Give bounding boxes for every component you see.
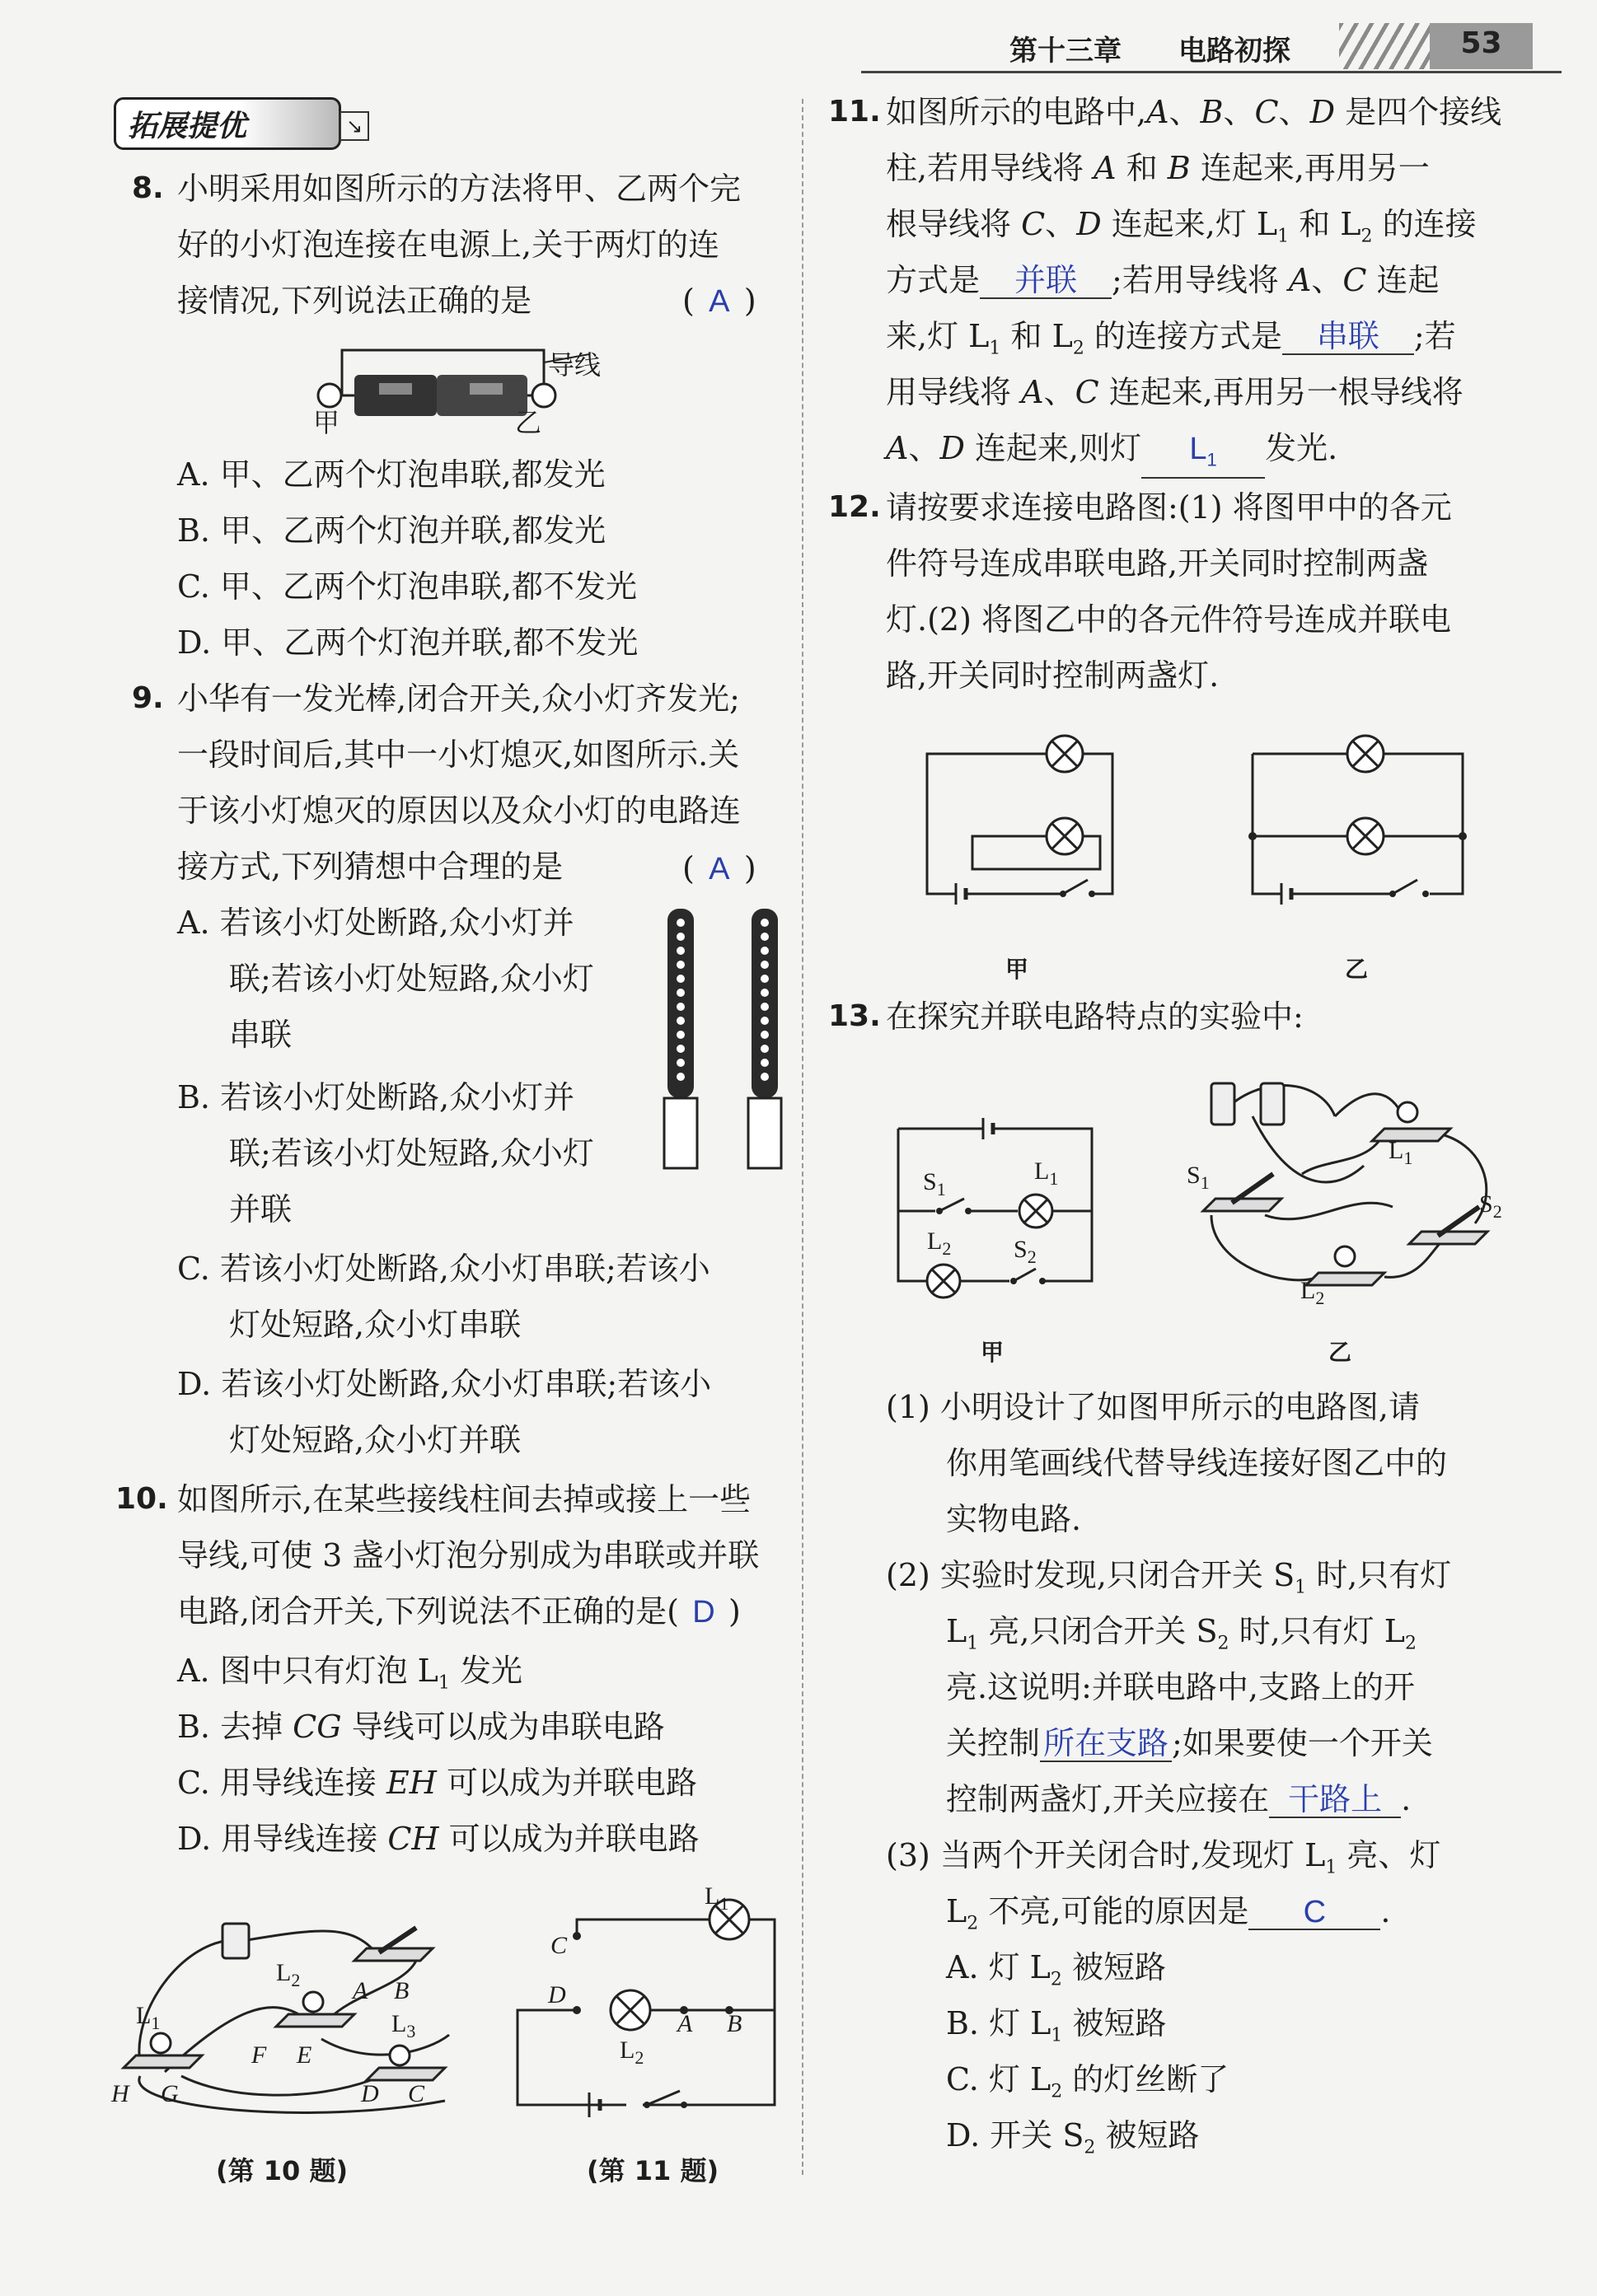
q13-fig-yi-L2: $L_2$ <box>1300 1277 1325 1308</box>
q13-answer-2a: 所在支路 <box>1040 1728 1172 1762</box>
q9-option-b-1: B. 若该小灯处断路,众小灯并 <box>177 1079 575 1115</box>
q10-option-d: D. 用导线连接 CH 可以成为并联电路 <box>177 1821 700 1857</box>
q13-part1-line-1: (1) 小明设计了如图甲所示的电路图,请 <box>886 1389 1420 1425</box>
q11-answer-3: $L_1$ <box>1141 433 1265 479</box>
q9-option-d-2: 灯处短路,众小灯并联 <box>229 1422 522 1458</box>
q9-answer-bracket: ( A ) <box>682 849 756 889</box>
q13-fig-yi-label: 乙 <box>1328 1339 1352 1366</box>
q10-option-c: C. 用导线连接 EH 可以成为并联电路 <box>177 1765 697 1801</box>
q13-part2-line-4: 关控制 所在支路 ;如果要使一个开关 <box>946 1725 1433 1761</box>
q13-part2-line-3: 亮.这说明:并联电路中,支路上的开 <box>946 1669 1415 1705</box>
q12-figure-yi <box>1248 733 1471 914</box>
q13-option-a: A. 灯 $L_2$ 被短路 <box>946 1949 1167 1990</box>
q11-fig-C: C <box>550 1932 568 1959</box>
glow-stick-lamp <box>761 961 769 969</box>
glow-stick-lamp <box>677 919 685 927</box>
q11-line-1: 如图所示的电路中,A、B、C、D 是四个接线 <box>886 94 1502 130</box>
q9-line-2: 一段时间后,其中一小灯熄灭,如图所示.关 <box>177 736 740 773</box>
column-divider <box>802 99 803 2175</box>
glow-stick-lamp <box>677 961 685 969</box>
q9-option-b-3: 并联 <box>229 1191 293 1227</box>
glow-stick-lamp <box>761 989 769 997</box>
q13-option-b: B. 灯 $L_1$ 被短路 <box>946 2005 1167 2046</box>
q11-answer-2: 串联 <box>1282 320 1414 355</box>
q13-part2-line-5: 控制两盏灯,开关应接在 干路上 . <box>946 1781 1412 1817</box>
q13-stem: 在探究并联电路特点的实验中: <box>886 998 1304 1035</box>
q11-fig-B: B <box>727 2010 742 2037</box>
q12-fig-jia-label: 甲 <box>1005 956 1029 983</box>
q13-fig-jia-L2: $L_2$ <box>927 1227 952 1259</box>
glow-stick-lamp <box>677 1045 685 1053</box>
chapter-label: 第十三章 <box>1009 35 1122 68</box>
q13-fig-yi-S2: $S_2$ <box>1479 1190 1502 1222</box>
q13-part3-line-1: (3) 当两个开关闭合时,发现灯 $L_1$ 亮、灯 <box>886 1837 1441 1878</box>
q8-answer-bracket: ( A ) <box>682 281 756 321</box>
q9-number: 9. <box>132 681 164 715</box>
header-stripes-decoration <box>1339 23 1430 69</box>
q8-option-c: C. 甲、乙两个灯泡串联,都不发光 <box>177 568 637 605</box>
q13-part2-line-1: (2) 实验时发现,只闭合开关 $S_1$ 时,只有灯 <box>886 1557 1452 1598</box>
q8-fig-yi-label: 乙 <box>515 407 542 438</box>
q13-answer-2b: 干路上 <box>1269 1784 1401 1818</box>
q9-option-a-2: 联;若该小灯处短路,众小灯 <box>229 961 594 997</box>
q11-caption: (第 11 题) <box>587 2155 719 2186</box>
glow-stick-lamp <box>677 989 685 997</box>
q10-fig-E: E <box>297 2041 312 2069</box>
q10-line-2: 导线,可使 3 盏小灯泡分别成为串联或并联 <box>177 1537 760 1574</box>
glow-stick-lamp <box>761 1031 769 1039</box>
q10-line-3-text: 电路,闭合开关,下列说法不正确的是 <box>177 1593 667 1630</box>
q11-line-5: 来,灯 $L_1$ 和 $L_2$ 的连接方式是 串联 ;若 <box>886 318 1456 359</box>
q11-line-2: 柱,若用导线将 A 和 B 连起来,再用另一 <box>886 150 1430 186</box>
q11-fig-L1: $L_1$ <box>705 1882 729 1914</box>
q13-part2-line-2: $L_1$ 亮,只闭合开关 $S_2$ 时,只有灯 $L_2$ <box>946 1613 1417 1654</box>
q9-option-c-2: 灯处短路,众小灯串联 <box>229 1307 522 1343</box>
section-tag <box>114 97 341 150</box>
q10-option-a: A. 图中只有灯泡 $L_1$ 发光 <box>177 1653 523 1694</box>
q13-fig-jia-L1: $L_1$ <box>1034 1157 1059 1189</box>
q12-fig-yi-label: 乙 <box>1345 956 1369 983</box>
q10-option-b: B. 去掉 CG 导线可以成为串联电路 <box>177 1709 665 1745</box>
q13-part3-line-2: $L_2$ 不亮,可能的原因是 C . <box>946 1893 1391 1934</box>
q12-line-2: 件符号连成串联电路,开关同时控制两盏 <box>886 545 1429 582</box>
q10-fig-A: A <box>353 1977 368 2004</box>
q10-fig-L2: $L_2$ <box>276 1959 301 1990</box>
q9-option-b-2: 联;若该小灯处短路,众小灯 <box>229 1135 594 1171</box>
q10-answer: D <box>692 1595 715 1630</box>
q8-fig-wire-label: 导线 <box>548 349 602 381</box>
q9-option-a-3: 串联 <box>229 1017 293 1053</box>
glow-stick-lamp <box>761 1059 769 1067</box>
glow-stick-lamp <box>761 933 769 941</box>
q11-answer-1: 并联 <box>980 264 1112 299</box>
glow-stick-lamp <box>761 947 769 955</box>
glow-stick-lamp <box>761 919 769 927</box>
q11-fig-L2: $L_2$ <box>620 2036 644 2068</box>
header-underline <box>861 71 1562 73</box>
q12-figure-jia <box>923 733 1137 914</box>
glow-stick-lamp <box>761 1045 769 1053</box>
q9-figure-glow-sticks <box>659 905 783 1176</box>
q10-number: 10. <box>115 1482 168 1516</box>
q10-fig-F: F <box>251 2041 267 2069</box>
q8-answer: A <box>709 284 730 319</box>
q10-fig-L3: $L_3$ <box>391 2010 416 2041</box>
q13-part1-line-2: 你用笔画线代替导线连接好图乙中的 <box>946 1445 1448 1481</box>
q8-line-1: 小明采用如图所示的方法将甲、乙两个完 <box>177 171 742 207</box>
q10-line-1: 如图所示,在某些接线柱间去掉或接上一些 <box>177 1481 752 1517</box>
q13-answer-3: C <box>1248 1896 1380 1930</box>
q13-fig-jia-S1: $S_1$ <box>923 1168 946 1199</box>
q13-fig-jia-label: 甲 <box>981 1339 1005 1366</box>
q13-part1-line-3: 实物电路. <box>946 1501 1082 1537</box>
glow-stick-lamp <box>761 975 769 983</box>
glow-stick-lamp <box>677 1003 685 1011</box>
chapter-title: 电路初探 <box>1178 35 1290 68</box>
page-header <box>861 23 1562 74</box>
glow-stick-lamp <box>677 975 685 983</box>
q13-figure-yi <box>1187 1067 1516 1314</box>
q10-fig-D: D <box>361 2080 379 2107</box>
q13-option-d: D. 开关 $S_2$ 被短路 <box>946 2117 1200 2158</box>
q9-option-a-1: A. 若该小灯处断路,众小灯并 <box>177 905 574 941</box>
q9-line-4: 接方式,下列猜想中合理的是 <box>177 849 564 885</box>
q9-option-d-1: D. 若该小灯处断路,众小灯串联;若该小 <box>177 1366 712 1402</box>
q10-line-3: 电路,闭合开关,下列说法不正确的是( D ) <box>177 1592 741 1632</box>
glow-stick-lamp <box>761 1017 769 1025</box>
q13-figure-jia <box>894 1125 1108 1298</box>
glow-stick-lamp <box>761 1073 769 1081</box>
q12-line-4: 路,开关同时控制两盏灯. <box>886 657 1220 694</box>
glow-stick-lamp <box>677 1073 685 1081</box>
glow-stick-lamp <box>677 933 685 941</box>
arrow-down-right-icon: ↘ <box>340 111 369 141</box>
q13-fig-yi-L1: $L_1$ <box>1389 1137 1413 1168</box>
q10-caption: (第 10 题) <box>216 2155 349 2186</box>
glow-stick-lamp <box>677 1031 685 1039</box>
q8-option-d: D. 甲、乙两个灯泡并联,都不发光 <box>177 624 639 661</box>
q13-fig-jia-S2: $S_2$ <box>1014 1236 1037 1267</box>
q12-line-3: 灯.(2) 将图乙中的各元件符号连成并联电 <box>886 601 1451 638</box>
q10-fig-B: B <box>394 1977 410 2004</box>
q9-line-1: 小华有一发光棒,闭合开关,众小灯齐发光; <box>177 680 740 717</box>
q12-line-1: 请按要求连接电路图:(1) 将图甲中的各元 <box>886 489 1452 526</box>
q11-number: 11. <box>828 95 881 129</box>
section-tag-label: 拓展提优 <box>128 110 247 143</box>
q8-line-2: 好的小灯泡连接在电源上,关于两灯的连 <box>177 227 720 263</box>
q10-fig-G: G <box>161 2080 179 2107</box>
q13-number: 13. <box>828 999 881 1033</box>
glow-stick-lamp <box>677 947 685 955</box>
q11-line-4: 方式是 并联 ;若用导线将 A、C 连起 <box>886 262 1440 298</box>
q8-line-3: 接情况,下列说法正确的是 <box>177 283 532 319</box>
glow-stick-lamp <box>677 1059 685 1067</box>
q9-answer: A <box>709 852 730 886</box>
q10-fig-H: H <box>111 2080 129 2107</box>
q8-number: 8. <box>132 171 164 205</box>
q8-option-a: A. 甲、乙两个灯泡串联,都发光 <box>177 456 606 493</box>
glow-stick-lamp <box>677 1017 685 1025</box>
q8-option-b: B. 甲、乙两个灯泡并联,都发光 <box>177 512 606 549</box>
q10-fig-L1: $L_1$ <box>136 2002 161 2033</box>
q13-option-c: C. 灯 $L_2$ 的灯丝断了 <box>946 2061 1229 2102</box>
q10-fig-C: C <box>408 2080 425 2107</box>
q9-option-c-1: C. 若该小灯处断路,众小灯串联;若该小 <box>177 1251 710 1287</box>
q11-line-7: A、D 连起来,则灯 $L_1$ 发光. <box>886 428 1337 479</box>
glow-stick-lamp <box>761 1003 769 1011</box>
q11-line-6: 用导线将 A、C 连起来,再用另一根导线将 <box>886 374 1464 410</box>
page-number: 53 <box>1460 26 1502 60</box>
q9-line-3: 于该小灯熄灭的原因以及众小灯的电路连 <box>177 793 742 829</box>
q13-fig-yi-S1: $S_1$ <box>1187 1162 1210 1193</box>
q8-fig-jia-label: 甲 <box>313 407 340 438</box>
q12-number: 12. <box>828 490 881 524</box>
q11-fig-A: A <box>677 2010 693 2037</box>
q11-fig-D: D <box>548 1981 566 2008</box>
q11-line-3: 根导线将 C、D 连起来,灯 $L_1$ 和 $L_2$ 的连接 <box>886 206 1477 247</box>
